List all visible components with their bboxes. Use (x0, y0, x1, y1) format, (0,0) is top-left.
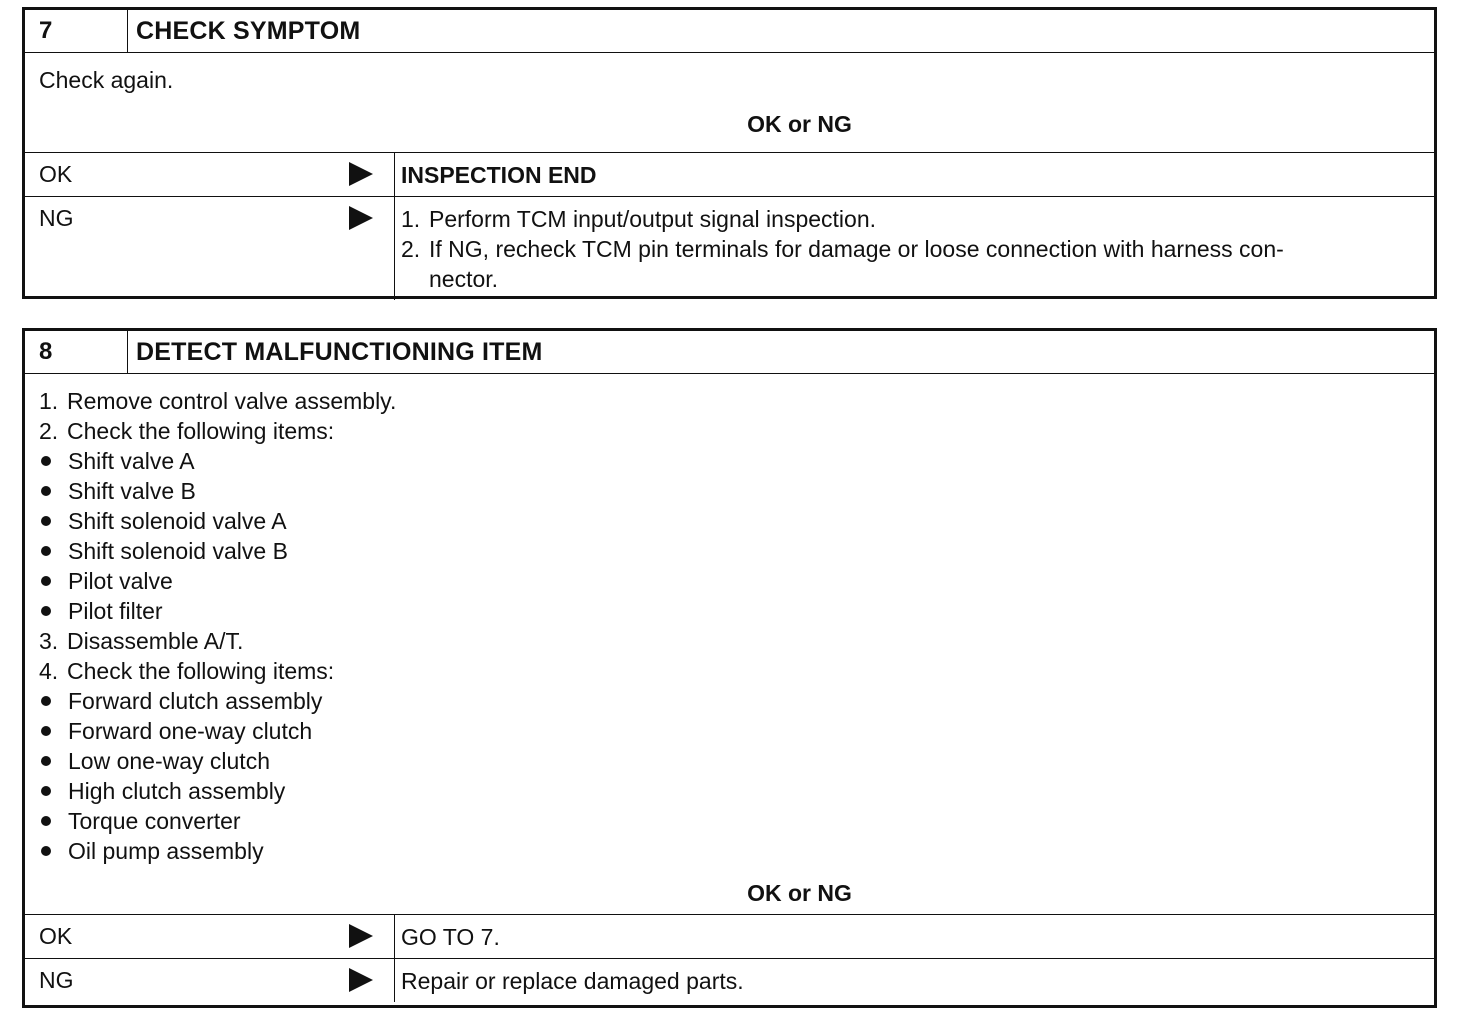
ok-or-ng-label: OK or NG (747, 111, 852, 137)
ng-result-row (25, 197, 1434, 300)
ng-result: Repair or replace damaged parts. (401, 968, 744, 994)
list-item: 3. Disassemble A/T. (39, 628, 244, 654)
arrow-right-icon (349, 206, 373, 230)
bullet-item: Shift valve A (39, 446, 1420, 476)
bullet-item: Shift valve B (39, 476, 1420, 506)
bullet-item: Pilot filter (39, 596, 1420, 626)
step-7-body (25, 53, 1434, 153)
ok-result-row (25, 915, 1434, 959)
check-list (39, 386, 1420, 866)
ok-or-ng-label: OK or NG (747, 880, 852, 906)
list-item: 4. Check the following items: (39, 658, 335, 684)
arrow-right-icon (349, 924, 373, 948)
list-item: 2. Check the following items: (39, 418, 335, 444)
bullet-icon (41, 546, 51, 556)
bullet-item: Pilot valve (39, 566, 1420, 596)
step-8-header (25, 331, 1434, 374)
step-number: 8 (25, 331, 128, 373)
step-title: CHECK SYMPTOM (136, 16, 361, 45)
ng-label: NG (39, 967, 74, 993)
bullet-icon (41, 606, 51, 616)
step-7-header (25, 10, 1434, 53)
step-title: DETECT MALFUNCTIONING ITEM (136, 337, 543, 366)
bullet-icon (41, 756, 51, 766)
ng-result-list (395, 197, 1434, 300)
bullet-icon (41, 696, 51, 706)
ok-result: GO TO 7. (401, 924, 500, 950)
bullet-icon (41, 846, 51, 856)
step-8-body (25, 374, 1434, 915)
list-item: 1. Remove control valve assembly. (39, 388, 397, 414)
bullet-icon (41, 576, 51, 586)
ng-label: NG (39, 205, 74, 231)
bullet-item: Shift solenoid valve B (39, 536, 1420, 566)
ng-result-row (25, 959, 1434, 1002)
arrow-right-icon (349, 968, 373, 992)
ok-label: OK (39, 923, 73, 949)
ok-result-row (25, 153, 1434, 197)
ok-label: OK (39, 161, 73, 187)
bullet-icon (41, 516, 51, 526)
bullet-item: Oil pump assembly (39, 836, 1420, 866)
bullet-item: Low one-way clutch (39, 746, 1420, 776)
bullet-item: Shift solenoid valve A (39, 506, 1420, 536)
bullet-icon (41, 726, 51, 736)
step-7-table (22, 7, 1437, 299)
bullet-item: High clutch assembly (39, 776, 1420, 806)
list-item: 2. If NG, recheck TCM pin terminals for damage or loose connection with harness con- nector. (401, 236, 1284, 292)
step-number: 7 (25, 10, 128, 52)
bullet-icon (41, 786, 51, 796)
list-item: 1. Perform TCM input/output signal inspection. (401, 206, 877, 232)
bullet-icon (41, 816, 51, 826)
arrow-right-icon (349, 162, 373, 186)
bullet-icon (41, 486, 51, 496)
bullet-item: Forward clutch assembly (39, 686, 1420, 716)
step-8-table (22, 328, 1437, 1008)
step-body-text: Check again. (39, 67, 174, 93)
bullet-icon (41, 456, 51, 466)
ok-result: INSPECTION END (401, 162, 597, 188)
bullet-item: Torque converter (39, 806, 1420, 836)
bullet-item: Forward one-way clutch (39, 716, 1420, 746)
